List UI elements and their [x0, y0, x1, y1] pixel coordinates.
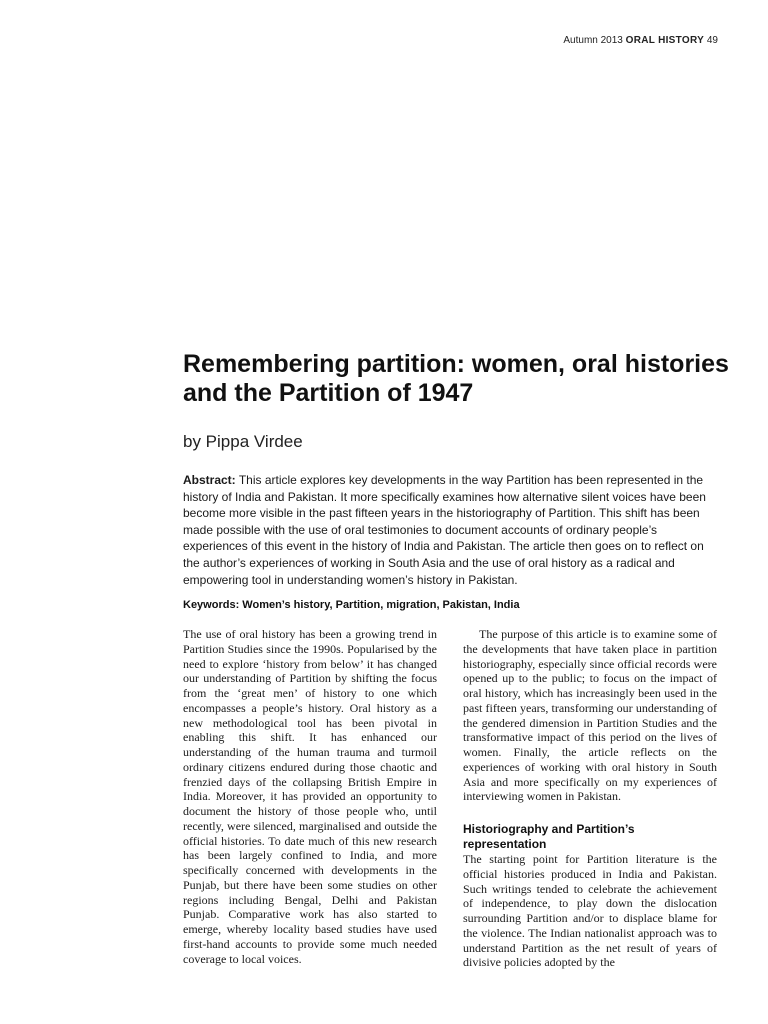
section-heading: Historiography and Partition’s representation	[463, 822, 635, 851]
running-head	[563, 35, 718, 46]
body-paragraph: The purpose of this article is to examine some of the developments that have taken place in partition historiography, especially since official records were opened up to the public; to focus on the impact of oral history, which has increasingly been used in the past fifteen years, transforming our understanding of the gendered dimension in Partition Studies and the transformative impact of this period on the lives of women. Finally, the article reflects on the experiences of working with oral history in South Asia and more specifically on my experiences of interviewing women in Pakistan.	[463, 627, 717, 804]
journal-name: ORAL HISTORY	[625, 35, 705, 46]
keywords: Keywords: Women’s history, Partition, migration, Pakistan, India	[183, 599, 520, 611]
author-byline: by Pippa Virdee	[183, 432, 303, 451]
body-paragraph: The use of oral history has been a growing trend in Partition Studies since the 1990s. Popularised by the need to explore ‘history from below’ it has changed our understanding of Partition by shifting the focus from the ‘great men’ of history to one which encompasses a people’s history. Oral history as a new methodological tool has been pivotal in enabling this shift. It has enhanced our understanding of the human trauma and turmoil ordinary citizens endured during those chaotic and frenzied days of the collapsing British Empire in India. Moreover, it has provided an opportunity to document the history of those people who, until recently, were silenced, marginalised and outside the official histories. To date much of this new research has been largely confined to India, and more specifically concerned with developments in the Punjab, but there have been some studies on other regions including Bengal, Delhi and Pakistan Punjab. Comparative work has also started to emerge, whereby locality based studies have used first-hand accounts to provide some much needed coverage to local voices.	[183, 627, 437, 966]
abstract	[183, 472, 723, 588]
body-column-left	[183, 627, 437, 966]
abstract-label: Abstract:	[183, 473, 236, 487]
article-title: Remembering partition: women, oral histories and the Partition of 1947	[183, 350, 729, 407]
body-paragraph: The starting point for Partition literature is the official histories produced in India and Pakistan. Such writings tended to celebrate the achievement of independence, to play down the dislocation surrounding Partition and/or to displace blame for the violence. The Indian nationalist approach was to understand Partition as the net result of years of divisive policies adopted by the	[463, 852, 717, 970]
abstract-text: This article explores key developments in the way Partition has been represented in the history of India and Pakistan. It more specifically examines how alternative silent voices have been become more visible in the past fifteen years in the historiography of Partition. This shift has been made possible with the use of oral testimonies to document accounts of ordinary people’s experiences of this event in the history of India and Pakistan. The article then goes on to reflect on the author’s experiences of working in South Asia and the use of oral history as a radical and empowering tool in understanding women’s history in Pakistan.	[183, 473, 706, 587]
body-column-right	[463, 627, 717, 970]
issue-season: Autumn 2013	[563, 35, 623, 46]
page-number: 49	[706, 35, 718, 46]
